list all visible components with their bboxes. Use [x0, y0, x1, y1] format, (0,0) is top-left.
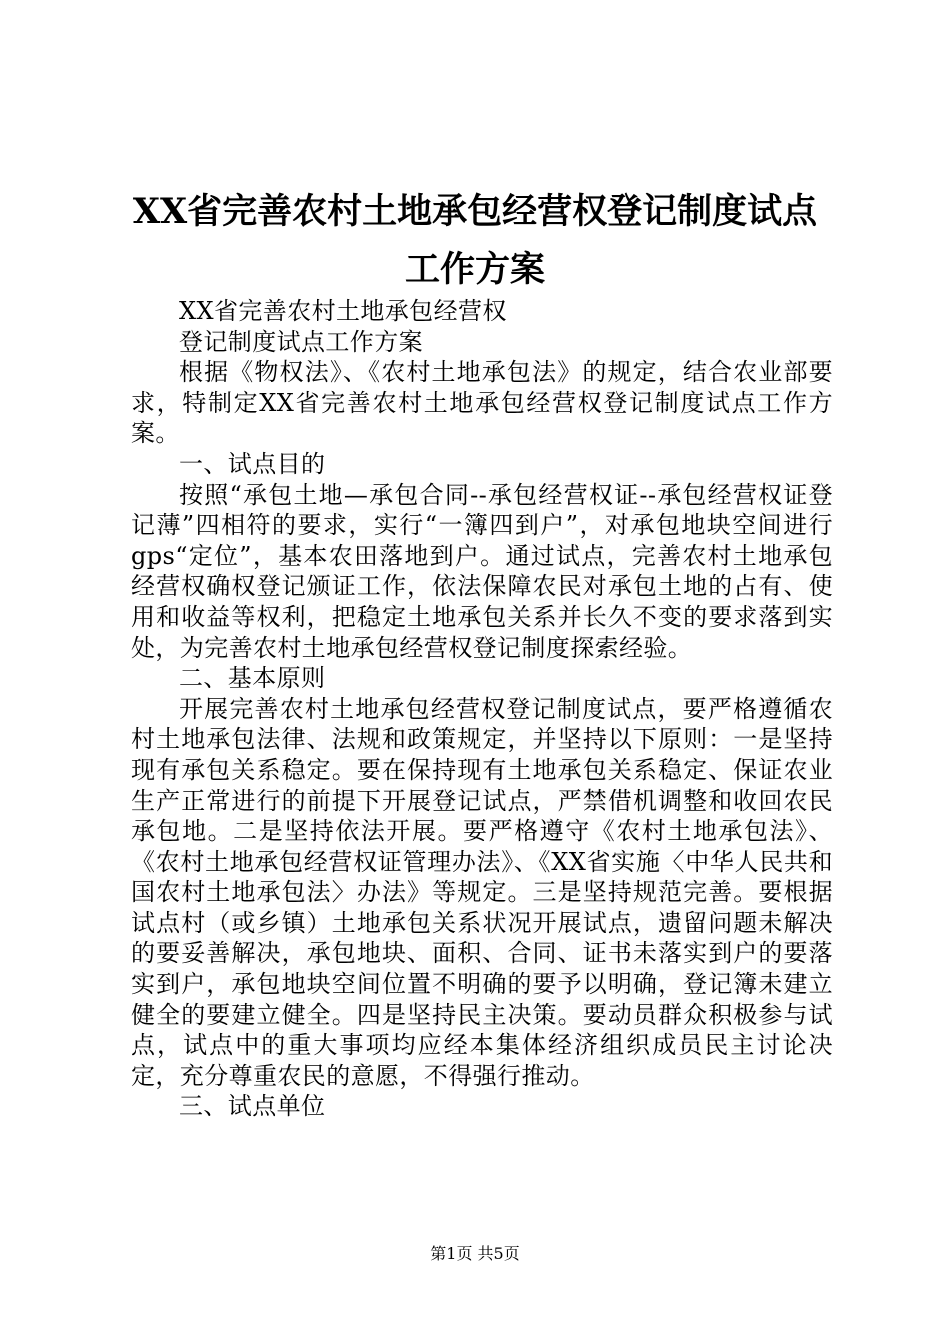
section-2-paragraph: 开展完善农村土地承包经营权登记制度试点，要严格遵循农村土地承包法律、法规和政策规定，并坚持以下原则：一是坚持现有承包关系稳定。要在保持现有土地承包关系稳定、保证农业生产正常进行的前提下开展登记试点，严禁借机调整和收回农民承包地。二是坚持依法开展。要严格遵守《农村土地承包法》、《农村土地承包经营权证管理办法》、《XX省实施〈中华人民共和国农村土地承包法〉办法》等规定。三是坚持规范完善。要根据试点村（或乡镇）土地承包关系状况开展试点，遗留问题未解决的要妥善解决，承包地块、面积、合同、证书未落实到户的要落实到户，承包地块空间位置不明确的要予以明确，登记簿未建立健全的要建立健全。四是坚持民主决策。要动员群众积极参与试点，试点中的重大事项均应经本集体经济组织成员民主讨论决定，充分尊重农民的意愿，不得强行推动。 [131, 694, 833, 1090]
subtitle-line-1: XX省完善农村土地承包经营权 [179, 297, 507, 325]
section-heading-1: 一、试点目的 [179, 449, 326, 478]
section-heading-2: 二、基本原则 [179, 664, 326, 693]
document-title-line-2: 工作方案 [404, 249, 545, 290]
section-heading-3: 三、试点单位 [179, 1092, 326, 1121]
section-1-paragraph: 按照“承包土地—承包合同--承包经营权证--承包经营权证登记薄”四相符的要求，实行“一簿四到户”，对承包地块空间进行gps“定位”，基本农田落地到户。通过试点，完善农村土地承包经营权确权登记颁证工作，依法保障农民对承包土地的占有、使用和收益等权利，把稳定土地承包关系并长久不变的要求落到实处，为完善农村土地承包经营权登记制度探索经验。 [131, 480, 833, 662]
document-title-line-1: XX省完善农村土地承包经营权登记制度试点 [132, 191, 818, 232]
subtitle-line-2: 登记制度试点工作方案 [179, 327, 423, 356]
document-body [131, 296, 833, 1122]
page-footer: 第1页 共5页 [430, 1244, 520, 1263]
intro-paragraph: 根据《物权法》、《农村土地承包法》的规定，结合农业部要求，特制定XX省完善农村土地承包经营权登记制度试点工作方案。 [131, 358, 833, 448]
